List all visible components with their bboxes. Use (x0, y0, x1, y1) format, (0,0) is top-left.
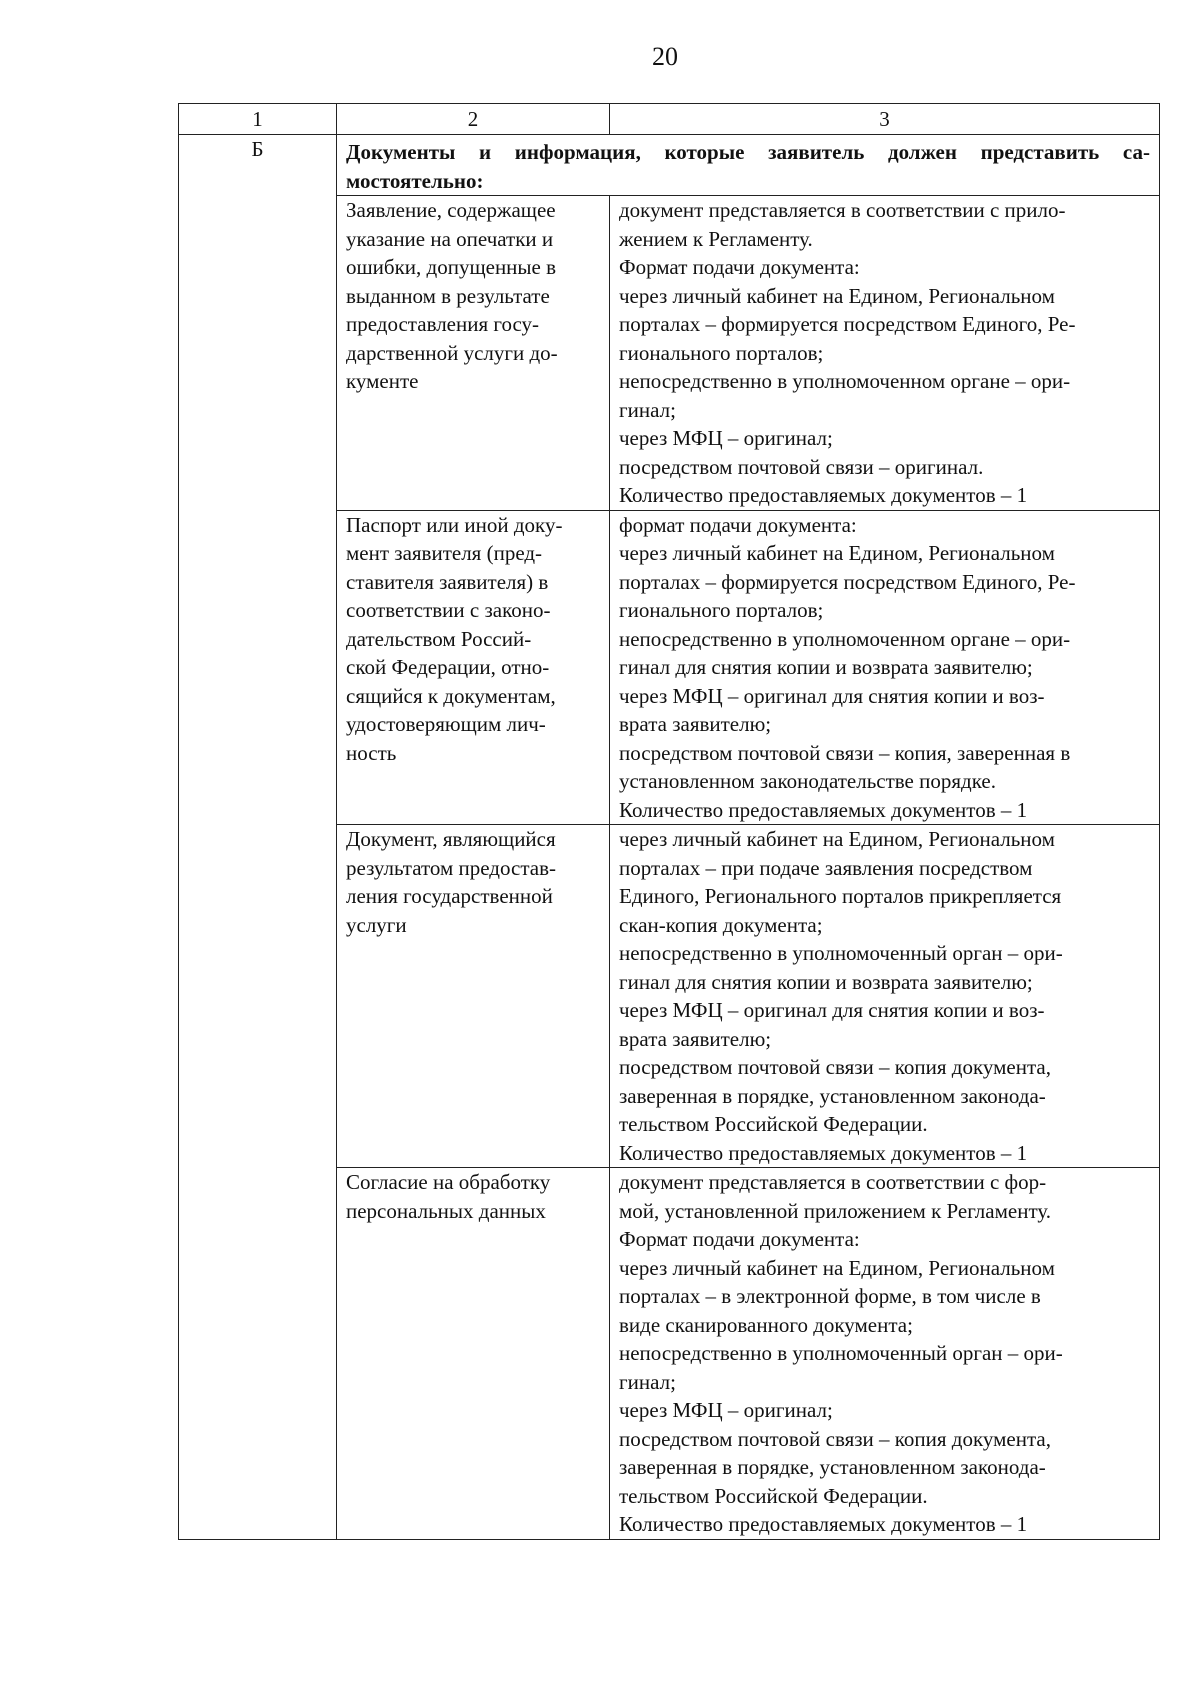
document-name-cell (337, 1168, 610, 1540)
description-line: через личный кабинет на Едином, Региональном (619, 827, 1055, 851)
description-line: порталах – формируется посредством Единого, Ре- (619, 312, 1076, 336)
document-name-line: услуги (346, 912, 407, 937)
document-name-line: предоставления госу- (346, 312, 540, 336)
description-line: посредством почтовой связи – оригинал. (619, 454, 984, 479)
document-name-line: персональных данных (346, 1198, 546, 1223)
description-line: через личный кабинет на Едином, Региональном (619, 541, 1055, 565)
description-line: гинал; (619, 1369, 676, 1394)
description-line: через МФЦ – оригинал для снятия копии и воз- (619, 998, 1045, 1022)
document-name-line: результатом предостав- (346, 855, 556, 880)
description-line: врата заявителю; (619, 712, 772, 736)
description-line: тельством Российской Федерации. (619, 1112, 928, 1136)
column-header: 2 (337, 104, 610, 135)
document-name-line: сящийся к документам, (346, 683, 556, 708)
document-name-line: дательством Россий- (346, 626, 532, 651)
description-line: через личный кабинет на Едином, Региональном (619, 283, 1055, 308)
document-name-line: соответствии с законо- (346, 598, 551, 622)
description-line: порталах – при подаче заявления посредством (619, 855, 1033, 880)
table-header-row (179, 104, 1160, 135)
document-name-line: Согласие на обработку (346, 1170, 551, 1194)
document-description-cell (610, 196, 1160, 511)
description-line: формат подачи документа: (619, 512, 857, 537)
description-line: через личный кабинет на Едином, Региональном (619, 1255, 1055, 1280)
document-name-line: удостоверяющим лич- (346, 712, 546, 736)
document-name-cell (337, 510, 610, 825)
document-name-cell (337, 825, 610, 1168)
description-line: гинал для снятия копии и возврата заявителю; (619, 655, 1033, 679)
description-line: тельством Российской Федерации. (619, 1483, 928, 1508)
description-line: Формат подачи документа: (619, 255, 860, 279)
description-line: порталах – в электронной форме, в том числе в (619, 1284, 1041, 1308)
document-name-line: указание на опечатки и (346, 226, 554, 251)
description-line: посредством почтовой связи – копия документа, (619, 1426, 1051, 1451)
document-name-line: ления государственной (346, 884, 553, 908)
description-line: через МФЦ – оригинал; (619, 426, 833, 450)
description-line: непосредственно в уполномоченный орган – ори- (619, 941, 1063, 965)
document-name-line: кументе (346, 369, 419, 393)
document-description-cell (610, 1168, 1160, 1540)
section-title: Документы и информация, которые заявитель должен представить са-мостоятельно: (337, 135, 1160, 196)
document-name-line: ность (346, 740, 397, 765)
document-name-line: дарственной услуги до- (346, 340, 558, 365)
description-line: Формат подачи документа: (619, 1227, 860, 1251)
description-line: скан-копия документа; (619, 912, 823, 937)
section-code: Б (179, 135, 337, 1540)
description-line: документ представляется в соответствии с фор- (619, 1170, 1047, 1194)
description-line: Количество предоставляемых документов – 1 (619, 797, 1028, 822)
description-line: виде сканированного документа; (619, 1312, 913, 1337)
description-line: через МФЦ – оригинал для снятия копии и воз- (619, 683, 1045, 708)
description-line: документ представляется в соответствии с прило- (619, 198, 1066, 222)
description-line: непосредственно в уполномоченном органе – ори- (619, 626, 1071, 651)
document-name-line: ставителя заявителя) в (346, 569, 549, 594)
description-line: посредством почтовой связи – копия документа, (619, 1055, 1051, 1079)
documents-table (178, 103, 1160, 1540)
description-line: гионального порталов; (619, 598, 824, 622)
description-line: через МФЦ – оригинал; (619, 1398, 833, 1422)
document-name-cell (337, 196, 610, 511)
description-line: установленном законодательстве порядке. (619, 769, 996, 793)
document-name-line: Заявление, содержащее (346, 198, 556, 222)
description-line: врата заявителю; (619, 1026, 772, 1051)
description-line: жением к Регламенту. (619, 226, 813, 251)
description-line: гинал для снятия копии и возврата заявителю; (619, 969, 1033, 994)
section-row (179, 135, 1160, 196)
description-line: заверенная в порядке, установленном законода- (619, 1083, 1046, 1108)
document-name-line: выданном в результате (346, 283, 550, 308)
document-name-line: Документ, являющийся (346, 827, 556, 851)
description-line: Количество предоставляемых документов – 1 (619, 1140, 1028, 1165)
description-line: гинал; (619, 397, 676, 422)
document-name-line: ошибки, допущенные в (346, 255, 557, 279)
document-description-cell (610, 510, 1160, 825)
column-header: 3 (610, 104, 1160, 135)
description-line: посредством почтовой связи – копия, заверенная в (619, 740, 1071, 765)
description-line: мой, установленной приложением к Регламенту. (619, 1198, 1051, 1223)
description-line: Количество предоставляемых документов – 1 (619, 1512, 1028, 1536)
description-line: заверенная в порядке, установленном законода- (619, 1455, 1046, 1479)
description-line: Количество предоставляемых документов – 1 (619, 483, 1028, 507)
document-name-line: мент заявителя (пред- (346, 541, 543, 565)
description-line: Единого, Регионального порталов прикрепляется (619, 884, 1062, 908)
column-header: 1 (179, 104, 337, 135)
description-line: порталах – формируется посредством Единого, Ре- (619, 569, 1076, 594)
description-line: непосредственно в уполномоченный орган – ори- (619, 1341, 1063, 1365)
description-line: гионального порталов; (619, 340, 824, 365)
document-description-cell (610, 825, 1160, 1168)
description-line: непосредственно в уполномоченном органе – ори- (619, 369, 1071, 393)
document-name-line: ской Федерации, отно- (346, 655, 550, 679)
page-number: 20 (652, 42, 678, 71)
document-name-line: Паспорт или иной доку- (346, 512, 563, 537)
